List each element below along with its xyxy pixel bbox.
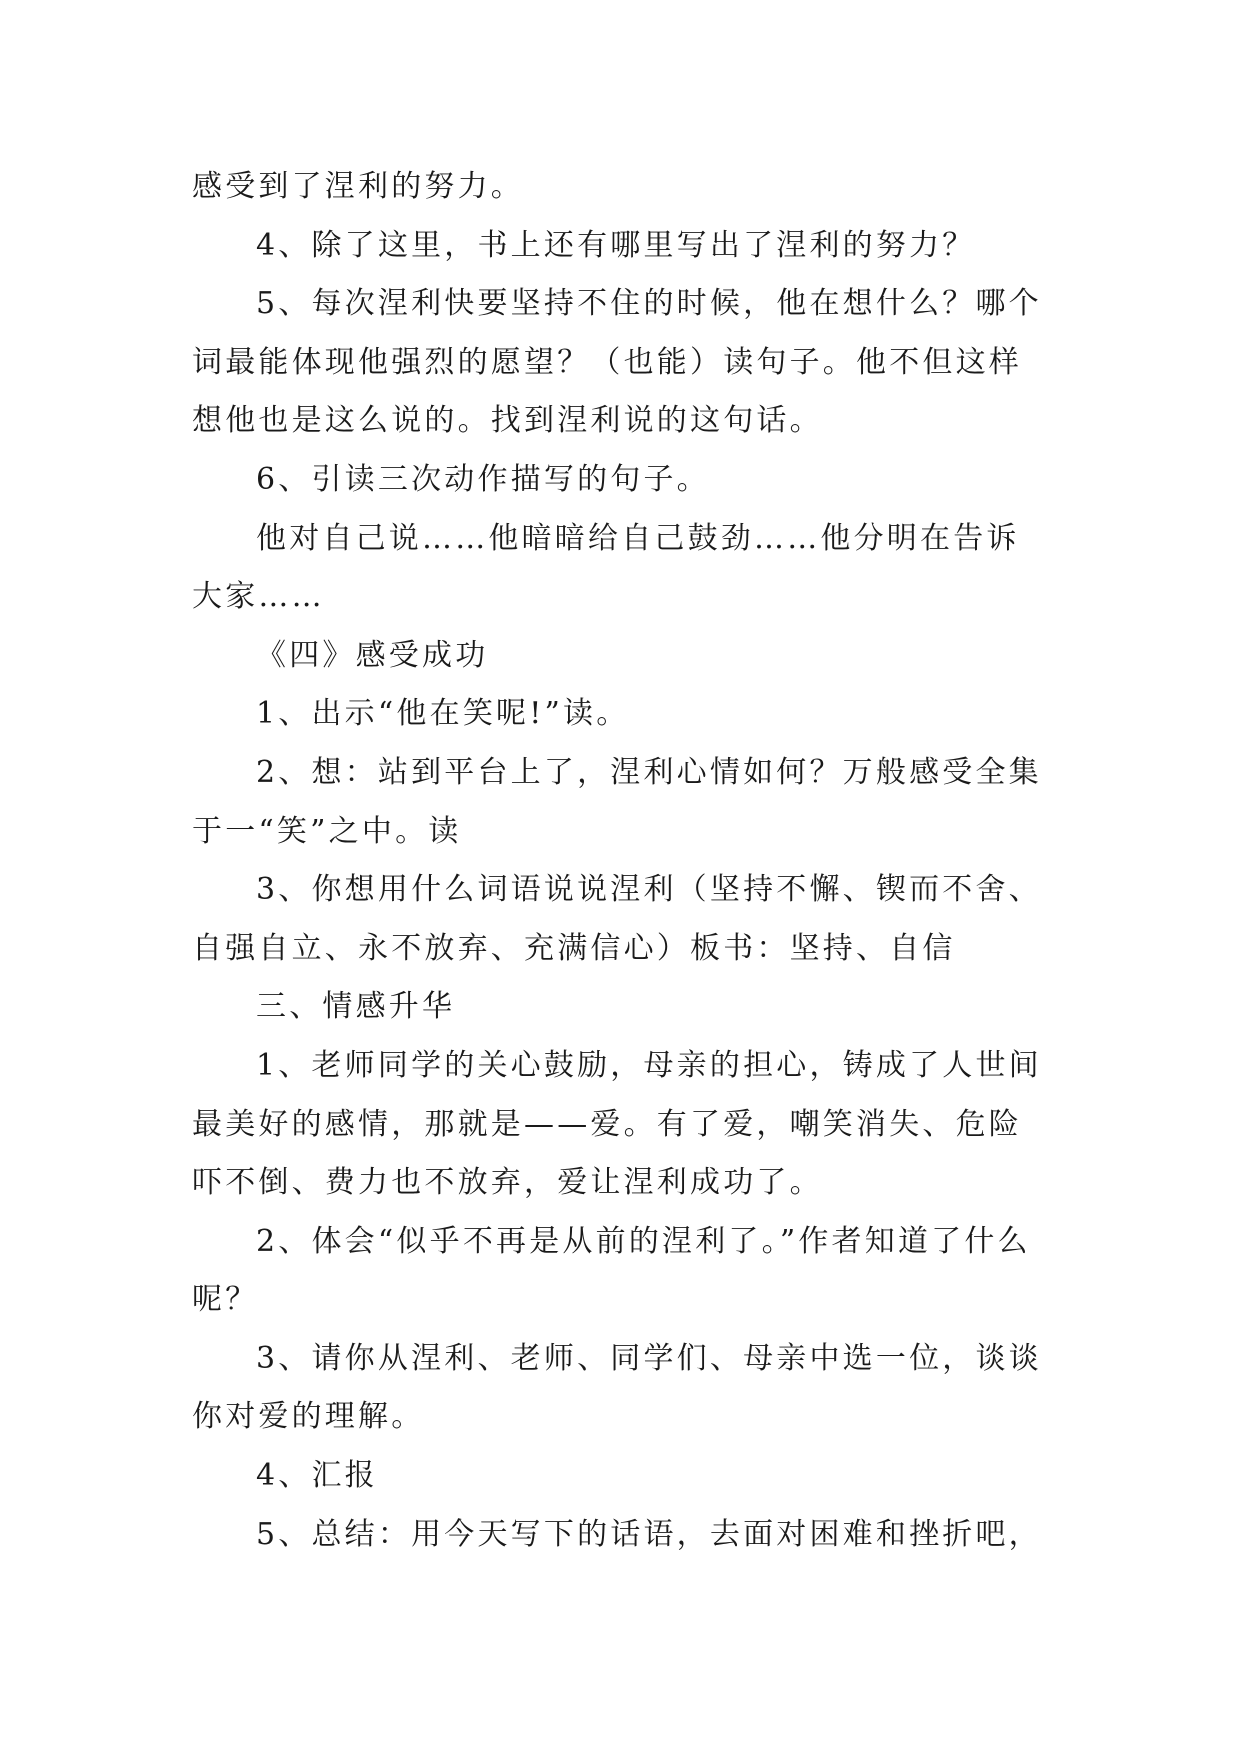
section-heading-3: 三、情感升华: [256, 989, 456, 1025]
paragraph-12: 2、体会“似乎不再是从前的涅利了。”作者知道了什么呢？: [192, 1223, 1031, 1318]
paragraph-11: 1、老师同学的关心鼓励，母亲的担心，铸成了人世间最美好的感情，那就是——爱。有了爱，嘲笑消失、危险吓不倒、费力也不放弃，爱让涅利成功了。: [192, 1047, 1042, 1201]
paragraph-13: 3、请你从涅利、老师、同学们、母亲中选一位，谈谈你对爱的理解。: [192, 1340, 1042, 1435]
body-text: [192, 158, 1052, 1564]
paragraph-7: 1、出示“他在笑呢!”读。: [256, 696, 630, 732]
paragraph-1: 感受到了涅利的努力。: [192, 169, 524, 204]
paragraph-9: 3、你想用什么词语说说涅利（坚持不懈、锲而不舍、自强自立、永不放弃、充满信心）板书：坚持、自信: [192, 872, 1042, 966]
section-heading-4: 《四》感受成功: [256, 637, 489, 673]
paragraph-4: 6、引读三次动作描写的句子。: [256, 461, 710, 497]
paragraph-14: 4、汇报: [256, 1458, 378, 1494]
paragraph-2: 4、除了这里，书上还有哪里写出了涅利的努力？: [256, 227, 976, 263]
paragraph-15: 5、总结：用今天写下的话语，去面对困难和挫折吧，: [256, 1516, 1042, 1552]
paragraph-8: 2、想：站到平台上了，涅利心情如何？万般感受全集于一“笑”之中。读: [192, 754, 1042, 849]
paragraph-3: 5、每次涅利快要坚持不住的时候，他在想什么？哪个词最能体现他强烈的愿望？（也能）读句子。他不但这样想他也是这么说的。找到涅利说的这句话。: [192, 286, 1042, 439]
paragraph-5: 他对自己说……他暗暗给自己鼓劲……他分明在告诉大家……: [192, 520, 1020, 615]
